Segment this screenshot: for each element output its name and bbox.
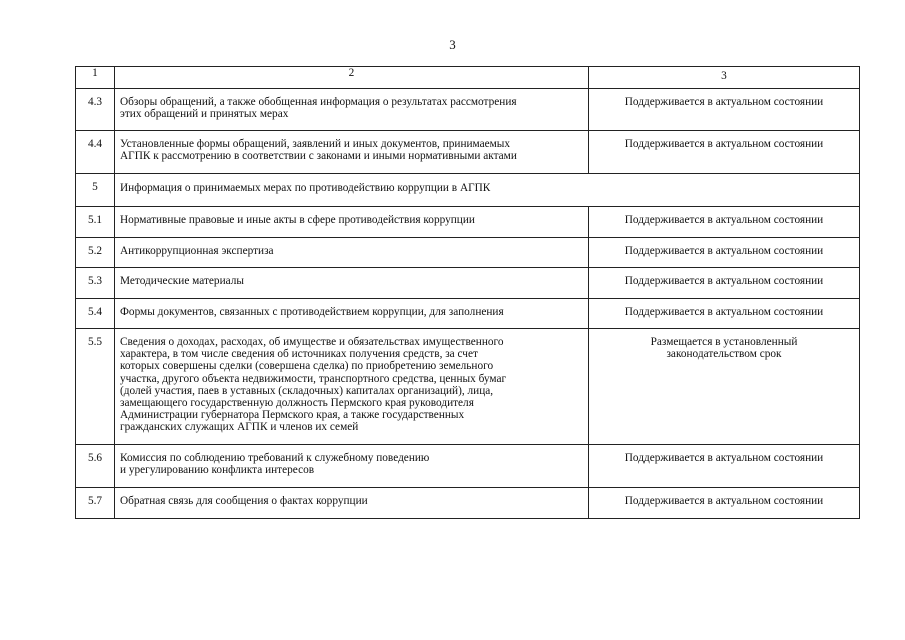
row-status <box>589 131 860 174</box>
status-line: Поддерживается в актуальном состоянии <box>624 245 824 257</box>
status-line: Поддерживается в актуальном состоянии <box>624 275 824 287</box>
table-row <box>76 329 860 445</box>
document-table <box>75 66 860 519</box>
row-number: 5.6 <box>76 445 115 488</box>
row-description <box>115 488 589 519</box>
description-line: Сведения о доходах, расходах, об имуществе и обязательствах имущественного <box>120 336 504 348</box>
description-line: замещающего государственную должность Пермского края руководителя <box>120 397 474 410</box>
table-row <box>76 445 860 488</box>
description-line: этих обращений и принятых мерах <box>120 108 289 121</box>
description-line: которых совершены сделки (совершена сделка) по приобретению земельного <box>120 360 494 373</box>
header-col-3 <box>589 67 860 89</box>
row-status <box>589 488 860 519</box>
table-row <box>76 207 860 238</box>
description-line: Формы документов, связанных с противодействием коррупции, для заполнения <box>120 306 504 318</box>
status-line: Поддерживается в актуальном состоянии <box>624 306 824 318</box>
table-header-row <box>76 67 860 89</box>
row-number: 4.3 <box>76 89 115 131</box>
header-col-2: 2 <box>115 67 589 89</box>
row-description <box>115 268 589 299</box>
row-description <box>115 329 589 445</box>
description-line: Антикоррупционная экспертиза <box>120 245 274 257</box>
row-description <box>115 207 589 238</box>
description-line: Информация о принимаемых мерах по противодействию коррупции в АГПК <box>120 182 491 194</box>
row-description <box>115 174 860 207</box>
description-line: Обратная связь для сообщения о фактах коррупции <box>120 495 368 507</box>
row-status <box>589 238 860 268</box>
header-col-1: 1 <box>76 67 115 89</box>
row-status <box>589 445 860 488</box>
row-status <box>589 299 860 329</box>
status-line: Поддерживается в актуальном состоянии <box>624 214 824 226</box>
description-line: гражданских служащих АГПК и членов их семей <box>120 421 359 434</box>
description-line: и урегулированию конфликта интересов <box>120 464 315 477</box>
row-status <box>589 207 860 238</box>
row-number: 5.4 <box>76 299 115 329</box>
description-line: Нормативные правовые и иные акты в сфере противодействия коррупции <box>120 214 475 226</box>
row-number: 5.2 <box>76 238 115 268</box>
row-status <box>589 89 860 131</box>
row-number: 5 <box>76 174 115 207</box>
row-number: 4.4 <box>76 131 115 174</box>
table-row <box>76 89 860 131</box>
description-line: характера, в том числе сведения об источниках получения средств, за счет <box>120 348 478 361</box>
header-col-3-label: 3 <box>721 70 727 82</box>
description-line: Установленные формы обращений, заявлений и иных документов, принимаемых <box>120 138 511 150</box>
description-line: Комиссия по соблюдению требований к служебному поведению <box>120 452 430 464</box>
row-description <box>115 89 589 131</box>
description-line: Обзоры обращений, а также обобщенная информация о результатах рассмотрения <box>120 96 517 108</box>
row-number: 5.3 <box>76 268 115 299</box>
status-line: Размещается в установленный <box>650 336 798 348</box>
table-row <box>76 488 860 519</box>
row-description <box>115 299 589 329</box>
description-line: АГПК к рассмотрению в соответствии с законами и иными нормативными актами <box>120 150 517 163</box>
table-row <box>76 131 860 174</box>
row-number: 5.7 <box>76 488 115 519</box>
row-number: 5.5 <box>76 329 115 445</box>
status-line: Поддерживается в актуальном состоянии <box>624 96 824 108</box>
table-row <box>76 268 860 299</box>
description-line: (долей участия, паев в уставных (складочных) капиталах организаций), лица, <box>120 384 494 397</box>
status-line: Поддерживается в актуальном состоянии <box>624 138 824 150</box>
description-line: Администрации губернатора Пермского края, а также государственных <box>120 409 465 422</box>
row-number: 5.1 <box>76 207 115 238</box>
status-line: законодательством срок <box>666 348 782 361</box>
status-line: Поддерживается в актуальном состоянии <box>624 452 824 464</box>
description-line: Методические материалы <box>120 275 244 287</box>
row-status <box>589 329 860 445</box>
row-description <box>115 238 589 268</box>
row-description <box>115 445 589 488</box>
table-row <box>76 238 860 268</box>
row-description <box>115 131 589 174</box>
page-number: 3 <box>449 37 456 52</box>
row-status <box>589 268 860 299</box>
table-row <box>76 174 860 207</box>
description-line: участка, другого объекта недвижимости, транспортного средства, ценных бумаг <box>120 372 507 385</box>
table-row <box>76 299 860 329</box>
status-line: Поддерживается в актуальном состоянии <box>624 495 824 507</box>
